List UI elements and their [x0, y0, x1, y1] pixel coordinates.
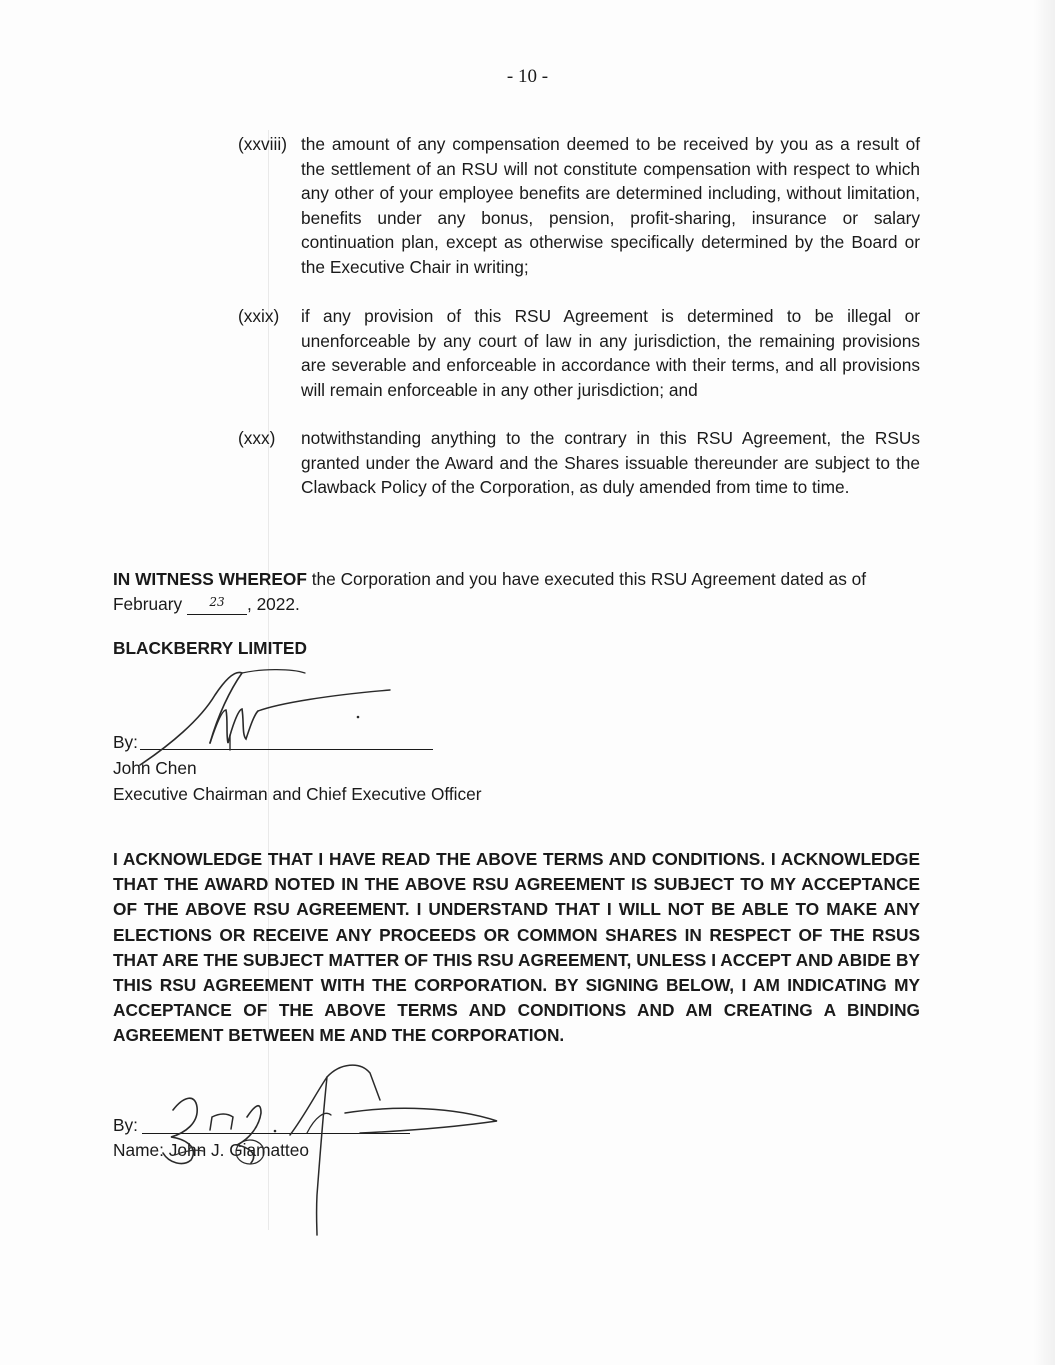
signer-name: John Chen	[113, 758, 197, 778]
scan-shadow	[1033, 0, 1055, 1365]
date-day-field	[187, 596, 247, 615]
witness-text: the Corporation and you have executed this RSU Agreement dated as of	[306, 569, 867, 589]
handwritten-day: 23	[209, 594, 225, 609]
page-number: - 10 -	[506, 66, 549, 87]
clause-xxx	[238, 426, 920, 500]
clause-number: (xxviii)	[238, 134, 287, 154]
witness-paragraph	[113, 567, 920, 616]
john-giamatteo-signature	[155, 1055, 515, 1245]
witness-year: , 2022.	[246, 593, 300, 614]
clause-xxix	[238, 304, 920, 402]
name-label: Name:	[113, 1140, 164, 1160]
company-by-label: By:	[113, 732, 138, 752]
employee-by-label: By:	[113, 1115, 138, 1135]
witness-month: February	[113, 593, 183, 614]
employee-name: John J. Giamatteo	[168, 1140, 309, 1160]
clause-text: the amount of any compensation deemed to be received by you as a result of the settlement of an RSU will not constitute compensation with respect to which any other of your employee benefits are determined including, without limitation, benefits under any bonus, pension, profit-sharing, insurance or salary continuation plan, except as otherwise specifically determined by the Board or the Executive Chair in writing;	[301, 134, 920, 277]
clause-number: (xxix)	[238, 306, 280, 326]
clause-number: (xxx)	[238, 428, 276, 448]
company-name: BLACKBERRY LIMITED	[113, 638, 307, 658]
acknowledgement-paragraph: I ACKNOWLEDGE THAT I HAVE READ THE ABOVE TERMS AND CONDITIONS. I ACKNOWLEDGE THAT THE AWARD NOTED IN THE ABOVE RSU AGREEMENT IS SUBJECT TO MY ACCEPTANCE OF THE ABOVE RSU AGREEMENT. I UNDERSTAND THAT I WILL NOT BE ABLE TO MAKE ANY ELECTIONS OR RECEIVE ANY PROCEEDS OR COMMON SHARES IN RESPECT OF THE RSUS THAT ARE THE SUBJECT MATTER OF THIS RSU AGREEMENT, UNLESS I ACCEPT AND ABIDE BY THIS RSU AGREEMENT WITH THE CORPORATION. BY SIGNING BELOW, I AM INDICATING MY ACCEPTANCE OF THE ABOVE TERMS AND CONDITIONS AND AM CREATING A BINDING AGREEMENT BETWEEN ME AND THE CORPORATION.	[113, 849, 920, 1046]
witness-lead: IN WITNESS WHEREOF	[113, 569, 307, 589]
clause-text: notwithstanding anything to the contrary in this RSU Agreement, the RSUs granted under the Award and the Shares issuable thereunder are subject to the Clawback Policy of the Corporation, as duly amended from time to time.	[301, 428, 920, 498]
company-signer	[113, 755, 482, 807]
clause-text: if any provision of this RSU Agreement is determined to be illegal or unenforceable by any court of law in any jurisdiction, the remaining provisions are severable and enforceable in accordance with their terms, and all provisions will remain enforceable in any other jurisdiction; and	[301, 306, 920, 400]
signer-title: Executive Chairman and Chief Executive Officer	[113, 784, 482, 804]
clause-xxviii	[238, 132, 920, 280]
